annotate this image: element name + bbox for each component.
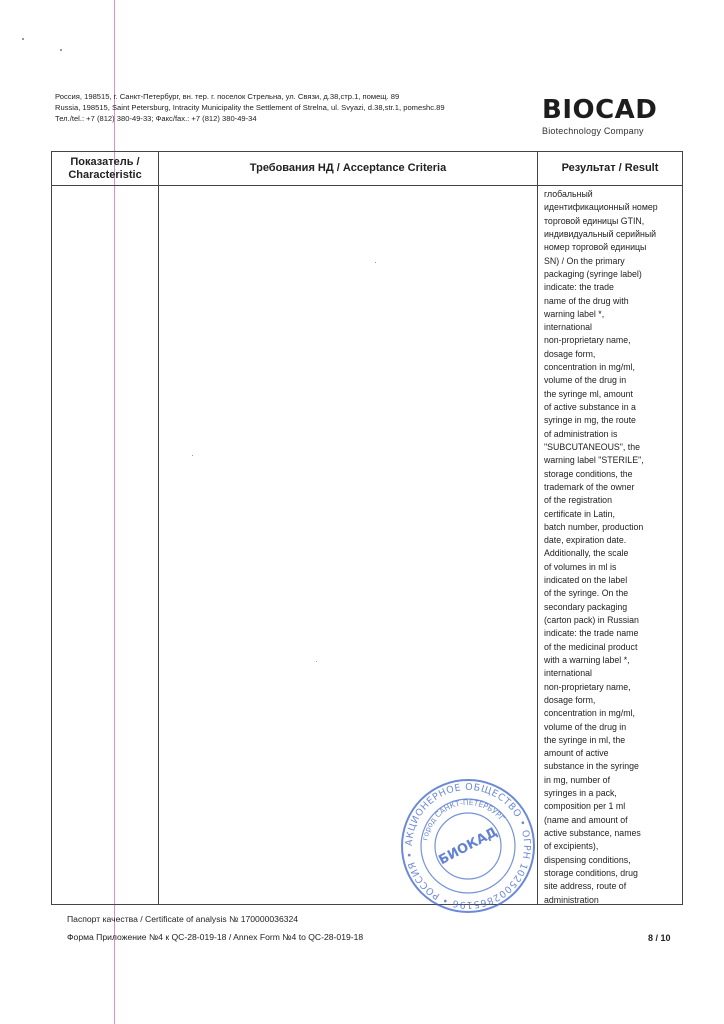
- result-line: non-proprietary name,: [544, 681, 631, 692]
- address-en: Russia, 198515, Saint Petersburg, Intracity Municipality the Settlement of Strelna, ul. Svyazi, d.38,str.1, pomeshc.89: [55, 103, 445, 112]
- result-line: номер торговой единицы: [544, 242, 647, 253]
- result-line: of excipients),: [544, 841, 599, 852]
- result-line: dispensing conditions,: [544, 854, 631, 865]
- result-line: глобальный: [544, 189, 593, 199]
- result-line: (carton pack) in Russian: [544, 615, 639, 625]
- result-line: of the medicinal product: [544, 641, 638, 652]
- seal-ring-text: АКЦИОНЕРНОЕ ОБЩЕСТВО • ОГРН 1025002865196 • РОССИЯ •: [403, 781, 533, 911]
- header-divider: [52, 185, 682, 186]
- result-line: warning label "STERILE",: [544, 455, 644, 466]
- result-line: indicate: the trade name: [544, 628, 639, 639]
- result-line: active substance, names: [544, 828, 641, 838]
- company-seal: [400, 778, 536, 914]
- result-line: concentration in mg/ml,: [544, 362, 635, 373]
- result-line: of active substance in a: [544, 402, 636, 412]
- result-line: international: [544, 668, 592, 679]
- header-characteristic: Показатель / Characteristic: [68, 155, 142, 181]
- result-line: индивидуальный серийный: [544, 228, 657, 239]
- result-line: of the syringe. On the: [544, 588, 629, 599]
- result-line: of volumes in ml is: [544, 561, 617, 572]
- result-line: in mg, number of: [544, 774, 611, 785]
- header-result: Результат / Result: [561, 162, 659, 174]
- result-line: syringes in a pack,: [544, 788, 617, 799]
- form-reference: Форма Приложение №4 к QC-28-019-18 / Annex Form №4 to QC-28-019-18: [67, 932, 364, 942]
- result-line: indicated on the label: [544, 575, 628, 586]
- result-line: volume of the drug in: [544, 375, 627, 386]
- result-line: the syringe ml, amount: [544, 388, 633, 399]
- scan-speck: [22, 38, 24, 40]
- result-line: volume of the drug in: [544, 721, 627, 732]
- result-line: international: [544, 322, 592, 333]
- result-line: "SUBCUTANEOUS", the: [544, 441, 641, 452]
- result-line: trademark of the owner: [544, 481, 635, 492]
- result-line: administration: [544, 894, 599, 905]
- column-divider: [158, 152, 159, 904]
- result-line: non-proprietary name,: [544, 335, 631, 346]
- page-footer: [67, 910, 363, 946]
- seal-center-text: БИОКАД: [436, 824, 501, 869]
- result-line: syringe in mg, the route: [544, 415, 636, 426]
- company-address: [55, 91, 445, 124]
- result-line: composition per 1 ml: [544, 801, 626, 812]
- result-line: certificate in Latin,: [544, 508, 615, 519]
- result-line: date, expiration date.: [544, 535, 627, 546]
- seal-city-text: город САНКТ-ПЕТЕРБУРГ: [420, 797, 507, 842]
- result-line: substance in the syringe: [544, 761, 639, 772]
- scan-speck: [60, 49, 62, 51]
- result-line: name of the drug with: [544, 295, 629, 306]
- header-acceptance-criteria: Требования НД / Acceptance Criteria: [249, 162, 447, 174]
- result-line: the syringe in ml, the: [544, 734, 626, 745]
- result-line: торговой единицы GTIN,: [544, 215, 645, 226]
- contact-phones: Тел./tel.: +7 (812) 380-49-33; Факс/fax.: +7 (812) 380-49-34: [55, 114, 257, 123]
- result-line: site address, route of: [544, 881, 627, 892]
- result-line: of administration is: [544, 428, 618, 439]
- column-divider: [537, 152, 538, 904]
- result-line: идентификационный номер: [544, 202, 658, 213]
- result-line: batch number, production: [544, 521, 644, 532]
- result-line: Additionally, the scale: [544, 548, 629, 559]
- result-line: storage conditions, drug: [544, 867, 638, 878]
- address-ru: Россия, 198515, г. Санкт-Петербург, вн. тер. г. поселок Стрельна, ул. Связи, д.38,стр.1, помещ. 89: [55, 92, 400, 101]
- result-line: dosage form,: [544, 694, 596, 705]
- result-line: concentration in mg/ml,: [544, 708, 635, 719]
- certificate-number: Паспорт качества / Certificate of analysis № 170000036324: [67, 914, 299, 924]
- result-line: (name and amount of: [544, 814, 628, 825]
- logo-subtitle: Biotechnology Company: [542, 126, 644, 136]
- result-cell: [544, 188, 684, 907]
- company-logo: [542, 96, 676, 136]
- result-line: dosage form,: [544, 348, 596, 359]
- result-line: packaging (syringe label): [544, 268, 642, 279]
- result-line: SN) / On the primary: [544, 255, 625, 266]
- result-line: of the registration: [544, 495, 612, 506]
- result-line: with a warning label *,: [544, 654, 630, 665]
- result-line: warning label *,: [544, 308, 605, 319]
- result-line: indicate: the trade: [544, 282, 614, 293]
- page-number: 8 / 10: [648, 933, 671, 943]
- logo-wordmark: BIOCAD: [542, 95, 658, 125]
- result-line: storage conditions, the: [544, 468, 633, 479]
- result-line: secondary packaging: [544, 601, 628, 612]
- result-line: amount of active: [544, 748, 609, 759]
